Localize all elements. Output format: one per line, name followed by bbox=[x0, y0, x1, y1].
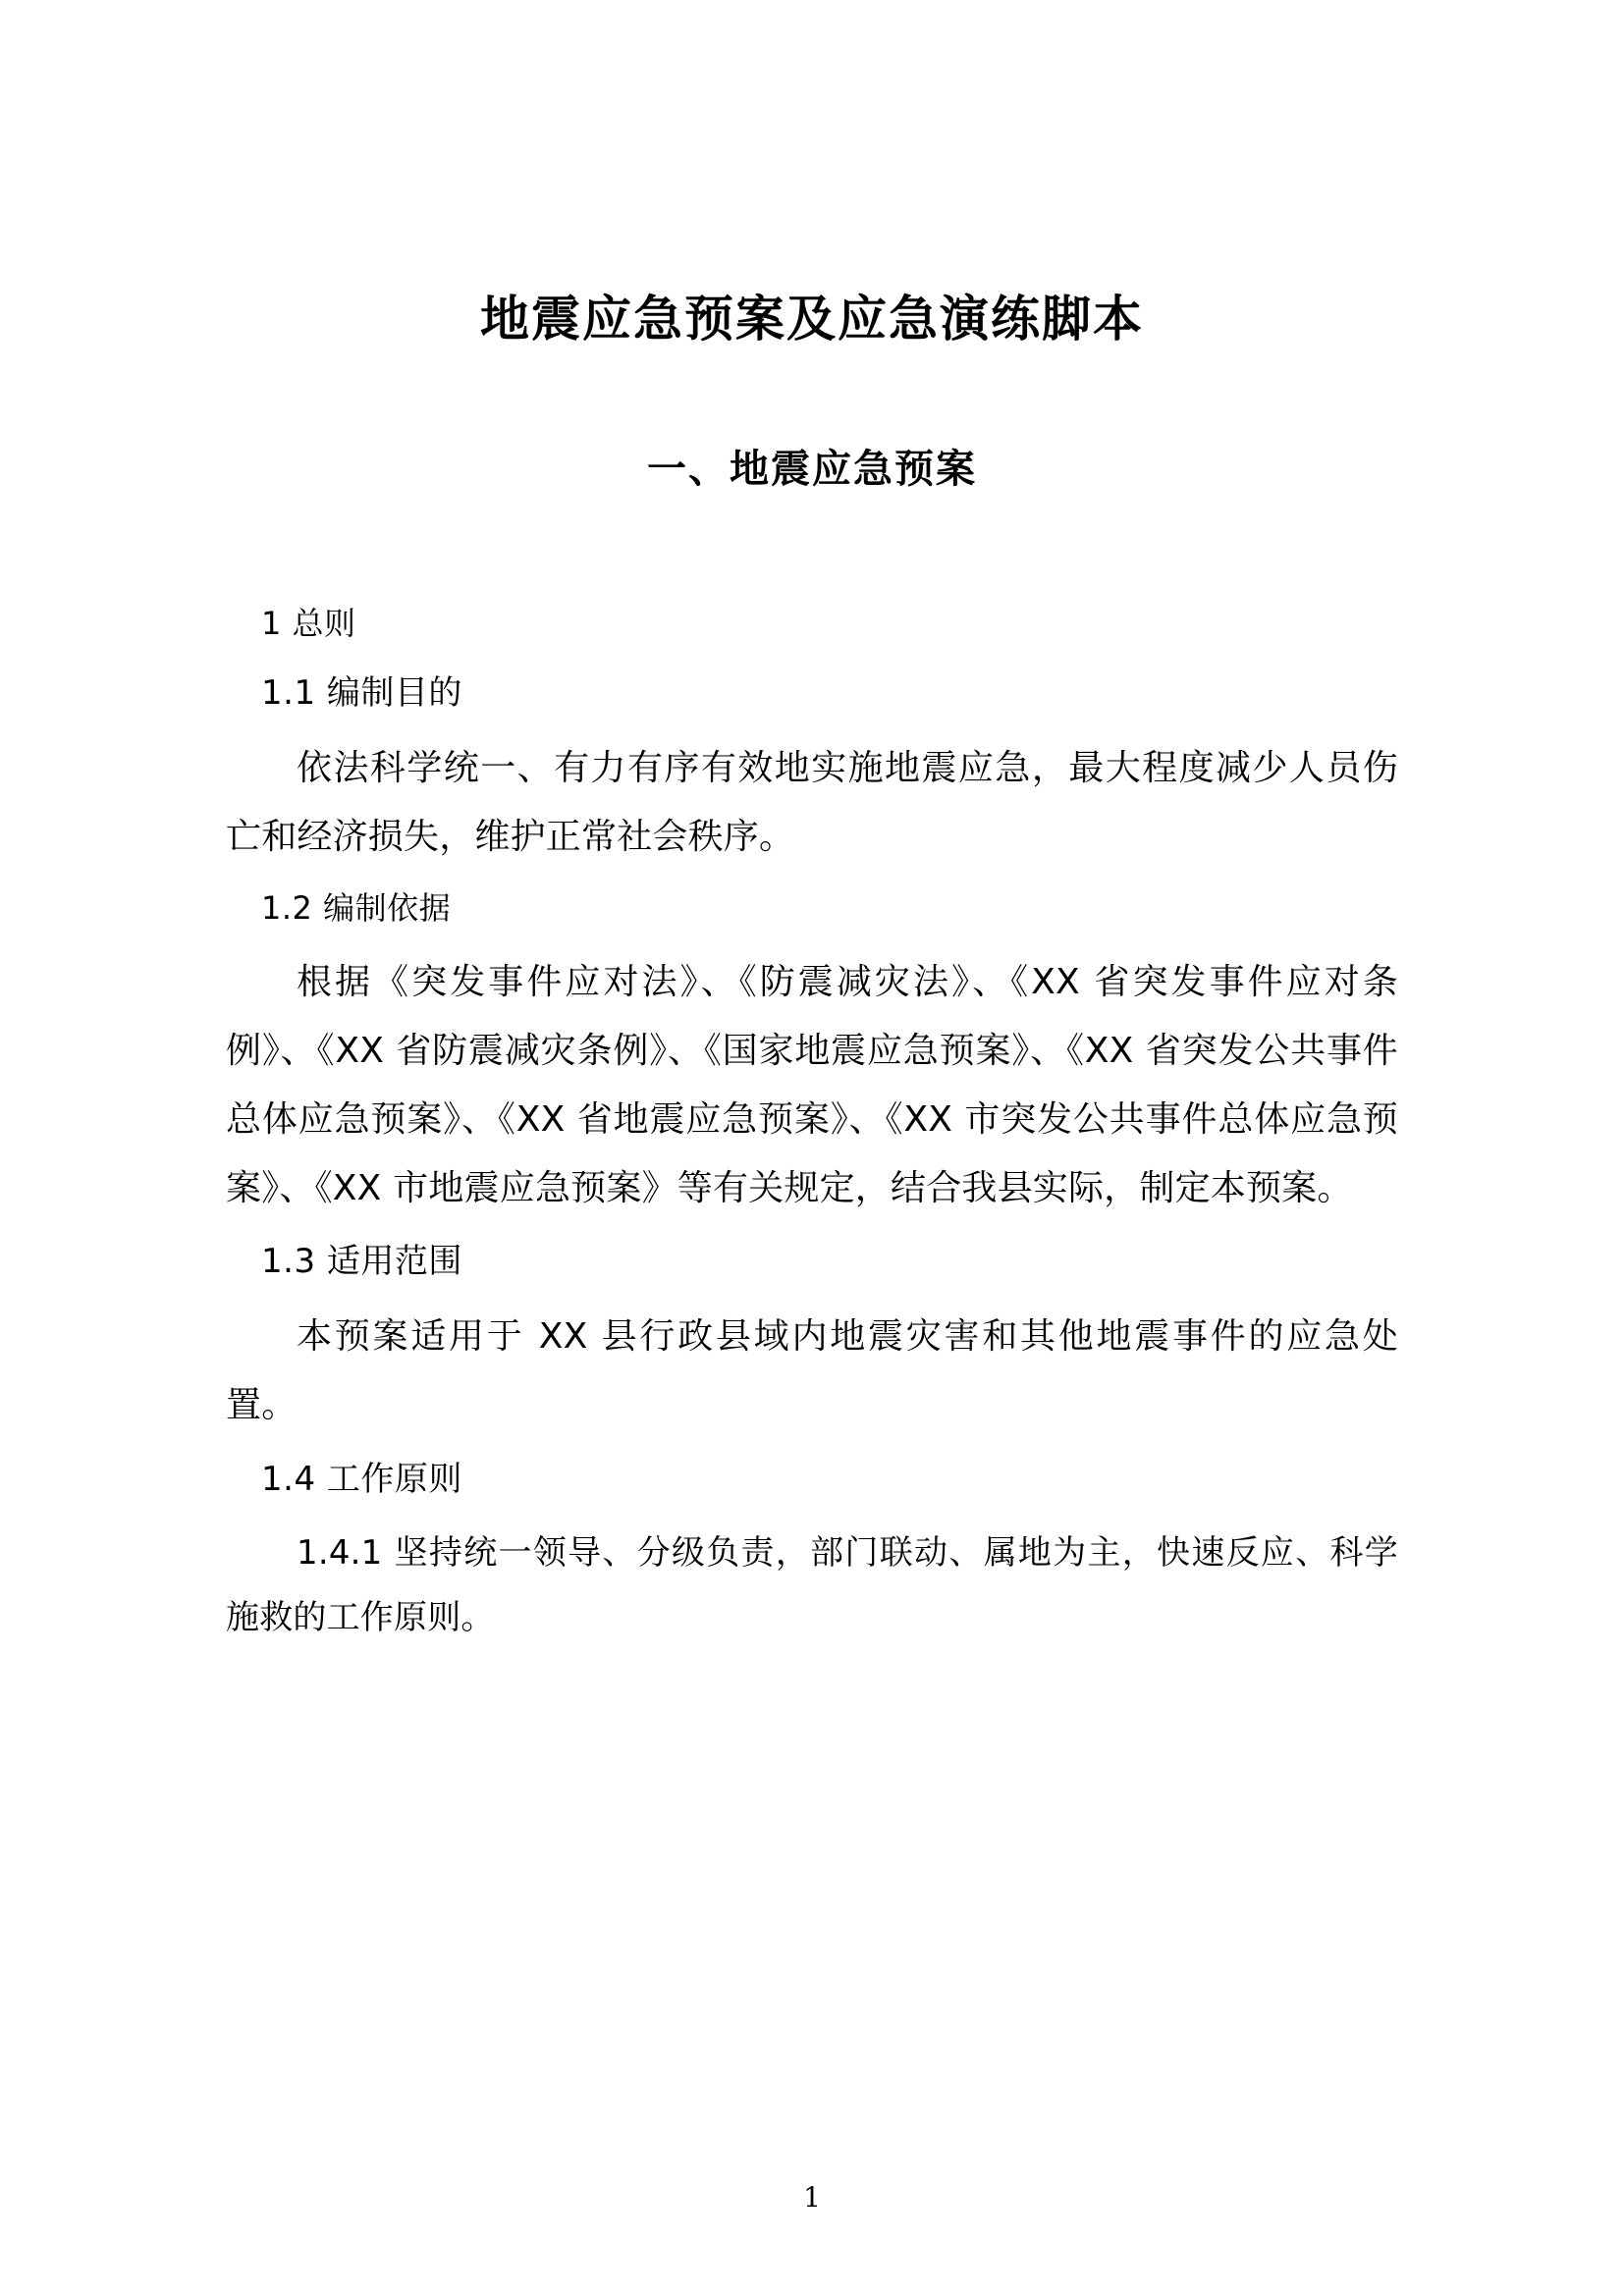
heading-1-总则: 1 总则 bbox=[261, 605, 356, 642]
section-title: 一、地震应急预案 bbox=[647, 446, 977, 492]
heading-1-3-适用范围: 1.3 适用范围 bbox=[261, 1242, 462, 1282]
heading-1-4-工作原则: 1.4 工作原则 bbox=[261, 1459, 462, 1499]
page-title: 地震应急预案及应急演练脚本 bbox=[480, 290, 1144, 347]
heading-1-2-编制依据: 1.2 编制依据 bbox=[261, 889, 452, 928]
page-number: 1 bbox=[803, 2181, 821, 2214]
paragraph-编制依据: 根据《突发事件应对法》、《防震减灾法》、《XX 省突发事件应对条例》、《XX 省防震减灾条例》、《国家地震应急预案》、《XX 省突发公共事件总体应急预案》、《XX 省地震应急预案》、《XX 市突发公共事件总体应急预案》、《XX 市地震应急预案》等有关规定，结合我县实际，制定本预案。 bbox=[226, 961, 1398, 1209]
paragraph-编制目的: 依法科学统一、有力有序有效地实施地震应急，最大程度减少人员伤亡和经济损失，维护正常社会秩序。 bbox=[226, 748, 1398, 858]
paragraph-工作原则-1-4-1: 1.4.1 坚持统一领导、分级负责，部门联动、属地为主，快速反应、科学施救的工作原则。 bbox=[226, 1532, 1398, 1637]
heading-1-1-编制目的: 1.1 编制目的 bbox=[261, 673, 462, 714]
paragraph-适用范围: 本预案适用于 XX 县行政县域内地震灾害和其他地震事件的应急处置。 bbox=[226, 1316, 1398, 1426]
